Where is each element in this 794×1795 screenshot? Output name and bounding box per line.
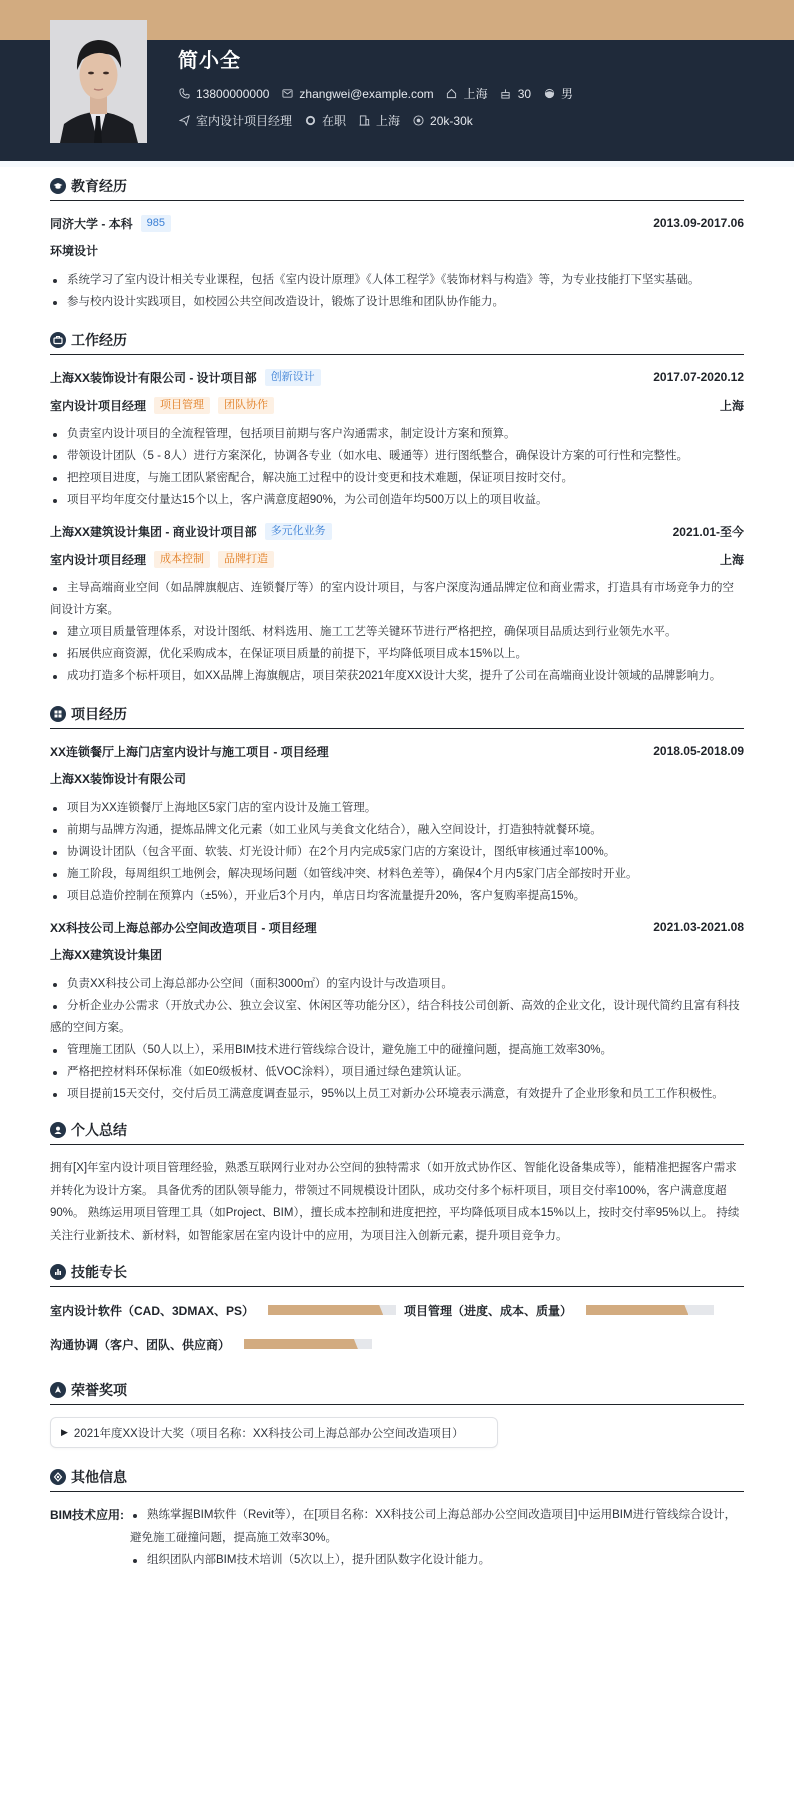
mail-icon xyxy=(281,88,293,100)
section-header xyxy=(50,1466,744,1492)
project-name: XX连锁餐厅上海门店室内设计与施工项目 - 项目经理 xyxy=(50,744,329,759)
company-name: 上海XX装饰设计有限公司 - 设计项目部 xyxy=(50,370,257,385)
project-name: XX科技公司上海总部办公空间改造项目 - 项目经理 xyxy=(50,920,317,935)
work-location: 上海 xyxy=(719,398,744,413)
job-city xyxy=(358,112,400,129)
role-tag: 成本控制 xyxy=(154,551,210,568)
work-bullets xyxy=(50,577,744,687)
work-role-row xyxy=(50,549,744,569)
gender-icon xyxy=(543,88,555,100)
school-name: 同济大学 - 本科 xyxy=(50,216,133,231)
project-bullets xyxy=(50,797,744,907)
status-icon xyxy=(304,115,316,127)
salary-text: 20k-30k xyxy=(430,113,473,128)
section-title: 教育经历 xyxy=(71,177,127,194)
skills-list xyxy=(50,1299,744,1367)
skill-bar xyxy=(586,1305,714,1315)
list-item: 拓展供应商资源，优化采购成本，在保证项目质量的前提下，平均降低项目成本15%以上。 xyxy=(50,643,744,665)
list-item: 前期与品牌方沟通，提炼品牌文化元素（如工业风与美食文化结合），融入空间设计，打造独特就餐环境。 xyxy=(50,819,744,841)
job-status-text: 在职 xyxy=(322,114,347,128)
list-item: 负责XX科技公司上海总部办公空间（面积3000㎡）的室内设计与改造项目。 xyxy=(50,973,744,995)
role-tag: 项目管理 xyxy=(154,397,210,414)
avatar-photo xyxy=(50,20,147,143)
company-tag: 创新设计 xyxy=(265,369,321,386)
education-entry-header xyxy=(50,213,744,233)
graduation-cap-icon xyxy=(50,178,66,194)
briefcase-icon xyxy=(50,332,66,348)
list-item: 项目总造价控制在预算内（±5%），开业后3个月内，单店日均客流量提升20%，客户复购率提高15%。 xyxy=(50,885,744,907)
list-item: 管理施工团队（50人以上），采用BIM技术进行管线综合设计，避免施工中的碰撞问题，提高施工效率30%。 xyxy=(50,1039,744,1061)
education-date: 2013.09-2017.06 xyxy=(653,216,744,230)
list-item: 组织团队内部BIM技术培训（5次以上），提升团队数字化设计能力。 xyxy=(130,1549,744,1572)
skill-bar-fill xyxy=(244,1339,358,1349)
school-tag: 985 xyxy=(141,215,171,232)
work-role-row xyxy=(50,395,744,415)
section-other xyxy=(50,1466,744,1582)
city-text: 上海 xyxy=(463,87,488,101)
contact-row xyxy=(178,85,585,102)
list-item: 主导高端商业空间（如品牌旗舰店、连锁餐厅等）的室内设计项目，与客户深度沟通品牌定位和商业需求，打造具有市场竞争力的空间设计方案。 xyxy=(50,577,744,621)
other-info-bullets xyxy=(130,1504,744,1572)
company-tag: 多元化业务 xyxy=(265,523,332,540)
project-company: 上海XX建筑设计集团 xyxy=(50,948,163,962)
list-item: 参与校内设计实践项目，如校园公共空间改造设计，锻炼了设计思维和团队协作能力。 xyxy=(50,291,744,313)
project-entry-header xyxy=(50,917,744,937)
list-item: 系统学习了室内设计相关专业课程，包括《室内设计原理》《人体工程学》《装饰材料与构造》等，为专业技能打下坚实基础。 xyxy=(50,269,744,291)
user-icon xyxy=(50,1122,66,1138)
section-skills xyxy=(50,1261,744,1367)
list-item: 项目平均年度交付量达15个以上，客户满意度超90%，为公司创造年均500万以上的项目收益。 xyxy=(50,489,744,511)
major: 环境设计 xyxy=(50,244,99,258)
list-item: 项目为XX连锁餐厅上海地区5家门店的室内设计及施工管理。 xyxy=(50,797,744,819)
home-icon xyxy=(446,88,458,100)
skill-bar xyxy=(268,1305,396,1315)
work-location: 上海 xyxy=(719,552,744,567)
section-header xyxy=(50,1379,744,1405)
resume-content xyxy=(50,175,744,1582)
skill-bar-fill xyxy=(586,1305,688,1315)
phone-text: 13800000000 xyxy=(196,86,270,101)
list-item: 熟练掌握BIM软件（Revit等），在[项目名称：XX科技公司上海总部办公空间改造项目]中运用BIM进行管线综合设计，避免施工碰撞问题，提高施工效率30%。 xyxy=(130,1504,744,1549)
section-header xyxy=(50,175,744,201)
role-tag: 品牌打造 xyxy=(218,551,274,568)
age-icon xyxy=(500,88,512,100)
list-item: 项目提前15天交付，交付后员工满意度调查显示，95%以上员工对新办公环境表示满意，有效提升了企业形象和员工工作积极性。 xyxy=(50,1083,744,1105)
contact-email xyxy=(281,87,433,101)
list-item: 协调设计团队（包含平面、软装、灯光设计师）在2个月内完成5家门店的方案设计，图纸审核通过率100%。 xyxy=(50,841,744,863)
job-status xyxy=(304,112,346,129)
info-icon xyxy=(50,1469,66,1485)
section-header xyxy=(50,703,744,729)
list-item: 严格把控材料环保标准（如E0级板材、低VOC涂料），项目通过绿色建筑认证。 xyxy=(50,1061,744,1083)
salary-icon xyxy=(412,115,424,127)
summary-text: 拥有[X]年室内设计项目管理经验，熟悉互联网行业对办公空间的独特需求（如开放式协作区、智能化设备集成等），能精准把握客户需求并转化为设计方案。 具备优秀的团队领导能力，带领过不同规模设计团队，成功交付多个标杆项目，项目交付率100%，客户满意度超90%。 熟练运用项目管理工具（如Project、BIM），擅长成本控制和进度把控，平均降低项目成本15%以上，按时交付率95%以上。 持续关注行业新技术、新材料，如智能家居在室内设计中的应用，为项目注入创新元素，提升项目竞争力。 xyxy=(50,1162,740,1242)
building-icon xyxy=(358,115,370,127)
contact-phone xyxy=(178,87,269,101)
skill-bar-fill xyxy=(268,1305,383,1315)
bar-chart-icon xyxy=(50,1264,66,1280)
contact-gender xyxy=(543,85,573,102)
section-title: 技能专长 xyxy=(71,1263,127,1280)
section-summary xyxy=(50,1119,744,1247)
section-header xyxy=(50,329,744,355)
section-education xyxy=(50,175,744,313)
list-item: 成功打造多个标杆项目，如XX品牌上海旗舰店，项目荣获2021年度XX设计大奖，提升了公司在高端商业设计领域的品牌影响力。 xyxy=(50,665,744,687)
role-title: 室内设计项目经理 xyxy=(50,552,147,567)
email-text: zhangwei@example.com xyxy=(299,86,434,101)
list-item: 负责室内设计项目的全流程管理，包括项目前期与客户沟通需求，制定设计方案和预算。 xyxy=(50,423,744,445)
header-divider xyxy=(0,161,794,167)
skill-bar xyxy=(244,1339,372,1349)
expand-triangle-icon[interactable]: ▶ xyxy=(61,1427,68,1437)
section-title: 项目经历 xyxy=(71,705,127,722)
project-company: 上海XX装饰设计有限公司 xyxy=(50,772,187,786)
list-item: 建立项目质量管理体系，对设计图纸、材料选用、施工工艺等关键环节进行严格把控，确保项目品质达到行业领先水平。 xyxy=(50,621,744,643)
section-header xyxy=(50,1119,744,1145)
send-icon xyxy=(178,115,190,127)
skill-item xyxy=(50,1299,404,1321)
grid-icon xyxy=(50,706,66,722)
project-entry-header xyxy=(50,741,744,761)
list-item: 施工阶段，每周组织工地例会，解决现场问题（如管线冲突、材料色差等），确保4个月内5家门店全部按时开业。 xyxy=(50,863,744,885)
section-projects xyxy=(50,703,744,1105)
section-header xyxy=(50,1261,744,1287)
job-title xyxy=(178,112,292,129)
skill-label: 项目管理（进度、成本、质量） xyxy=(404,1303,573,1318)
section-title: 其他信息 xyxy=(71,1468,127,1485)
job-row xyxy=(178,112,485,129)
other-info-row xyxy=(50,1504,744,1582)
work-entry-header xyxy=(50,367,744,387)
company-name: 上海XX建筑设计集团 - 商业设计项目部 xyxy=(50,524,257,539)
phone-icon xyxy=(178,88,190,100)
project-date: 2021.03-2021.08 xyxy=(653,920,744,934)
job-salary xyxy=(412,114,473,128)
work-entry-header xyxy=(50,521,744,541)
skill-item xyxy=(404,1299,744,1321)
project-bullets xyxy=(50,973,744,1105)
award-icon xyxy=(50,1382,66,1398)
work-date: 2021.01-至今 xyxy=(672,524,744,539)
contact-city xyxy=(446,85,488,102)
section-title: 个人总结 xyxy=(71,1121,127,1138)
work-bullets xyxy=(50,423,744,511)
skill-item xyxy=(50,1333,404,1355)
candidate-name: 简小全 xyxy=(178,50,241,72)
age-text: 30 xyxy=(517,86,532,101)
role-title: 室内设计项目经理 xyxy=(50,398,147,413)
list-item: 带领设计团队（5 - 8人）进行方案深化，协调各专业（如水电、暖通等）进行图纸整合，确保设计方案的可行性和完整性。 xyxy=(50,445,744,467)
section-title: 荣誉奖项 xyxy=(71,1381,127,1398)
list-item: 分析企业办公需求（开放式办公、独立会议室、休闲区等功能分区），结合科技公司创新、高效的企业文化，设计现代简约且富有科技感的空间方案。 xyxy=(50,995,744,1039)
education-bullets xyxy=(50,269,744,313)
job-city-text: 上海 xyxy=(376,114,401,128)
work-date: 2017.07-2020.12 xyxy=(653,370,744,384)
award-text: 2021年度XX设计大奖（项目名称：XX科技公司上海总部办公空间改造项目） xyxy=(73,1427,464,1440)
section-work xyxy=(50,329,744,687)
project-date: 2018.05-2018.09 xyxy=(653,744,744,758)
award-item[interactable] xyxy=(50,1417,498,1448)
section-title: 工作经历 xyxy=(71,331,127,348)
section-awards xyxy=(50,1379,744,1466)
gender-text: 男 xyxy=(561,87,574,101)
role-tag: 团队协作 xyxy=(218,397,274,414)
list-item: 把控项目进度，与施工团队紧密配合，解决施工过程中的设计变更和技术难题，保证项目按时交付。 xyxy=(50,467,744,489)
skill-label: 室内设计软件（CAD、3DMAX、PS） xyxy=(50,1303,255,1318)
other-info-label: BIM技术应用: xyxy=(50,1508,124,1522)
job-title-text: 室内设计项目经理 xyxy=(196,114,293,128)
contact-age xyxy=(500,87,531,101)
skill-label: 沟通协调（客户、团队、供应商） xyxy=(50,1337,231,1352)
